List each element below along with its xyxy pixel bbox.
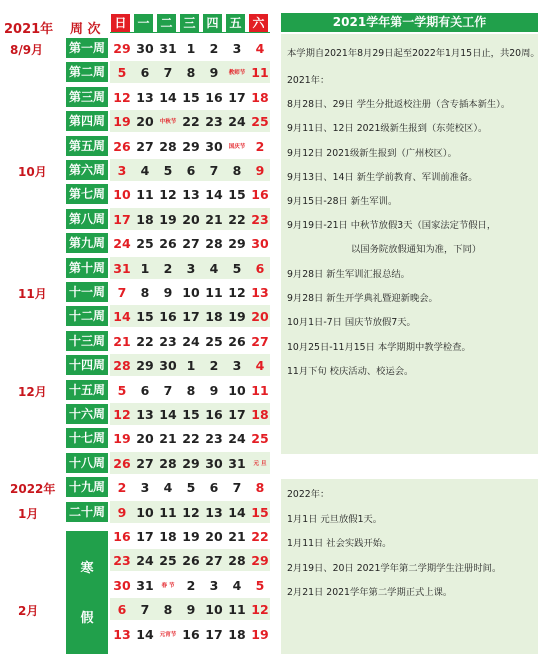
date-cell: 30	[205, 139, 223, 154]
date-cell: 10	[113, 187, 131, 202]
date-cell: 13	[205, 505, 223, 520]
month-label: 8/9月	[10, 43, 44, 57]
date-cell: 2	[117, 480, 127, 495]
date-cell: 春 节	[161, 583, 175, 589]
date-cell: 24	[182, 334, 200, 349]
date-cell: 30	[159, 358, 177, 373]
week-label: 第一周	[66, 38, 108, 58]
date-cell: 31	[113, 261, 131, 276]
week-label: 十八周	[66, 453, 108, 473]
week-column-header: 周 次	[70, 22, 101, 37]
date-cell: 19	[113, 114, 131, 129]
date-cell: 19	[251, 627, 269, 642]
note-item: 2月19日、20日 2021学年第二学期学生注册时间。	[287, 563, 502, 574]
date-cell: 16	[113, 529, 131, 544]
week-label: 第五周	[66, 136, 108, 156]
date-cell: 18	[136, 212, 154, 227]
date-cell: 2	[186, 578, 196, 593]
date-cell: 12	[113, 407, 131, 422]
date-cell: 6	[209, 480, 219, 495]
date-cell: 21	[228, 529, 246, 544]
winter-char-1: 寒	[80, 561, 94, 576]
date-cell: 11	[251, 65, 269, 80]
date-cell: 31	[228, 456, 246, 471]
note-item: 10月25日-11月15日 本学期期中教学检查。	[287, 342, 471, 353]
date-cell: 18	[251, 407, 269, 422]
date-cell: 27	[251, 334, 269, 349]
date-cell: 27	[136, 456, 154, 471]
note-item: 9月19日-21日 中秋节放假3天（国家法定节假日，	[287, 220, 497, 231]
date-cell: 27	[205, 553, 223, 568]
date-cell: 30	[205, 456, 223, 471]
date-cell: 8	[255, 480, 265, 495]
day-header-sun: 日	[111, 14, 130, 32]
date-cell: 9	[186, 602, 196, 617]
week-label: 十二周	[66, 306, 108, 326]
date-cell: 14	[113, 309, 131, 324]
date-cell: 13	[113, 627, 131, 642]
date-cell: 15	[228, 187, 246, 202]
winter-vacation-label	[66, 531, 108, 654]
date-cell: 12	[113, 90, 131, 105]
week-label: 十九周	[66, 477, 108, 497]
note-item: 9月28日 新生开学典礼暨迎新晚会。	[287, 293, 438, 304]
note-item: 8月28日、29日 学生分批返校注册（含专插本新生）。	[287, 99, 511, 110]
date-cell: 22	[228, 212, 246, 227]
day-header-wed: 三	[180, 14, 199, 32]
date-cell: 12	[251, 602, 269, 617]
date-cell: 22	[251, 529, 269, 544]
week-label: 第三周	[66, 87, 108, 107]
date-cell: 20	[136, 431, 154, 446]
date-cell: 16	[182, 627, 200, 642]
date-cell: 31	[159, 41, 177, 56]
date-cell: 6	[140, 65, 150, 80]
date-cell: 19	[228, 309, 246, 324]
date-cell: 16	[159, 309, 177, 324]
date-cell: 23	[113, 553, 131, 568]
date-cell: 25	[205, 334, 223, 349]
date-cell: 26	[182, 553, 200, 568]
header-divider	[110, 32, 270, 33]
date-cell: 14	[205, 187, 223, 202]
week-label: 第二周	[66, 62, 108, 82]
date-cell: 9	[163, 285, 173, 300]
date-cell: 9	[209, 65, 219, 80]
note-item: 11月下旬 校庆活动、校运会。	[287, 366, 414, 377]
date-cell: 中秋节	[159, 119, 177, 125]
date-cell: 2	[209, 358, 219, 373]
month-label: 2022年	[10, 482, 56, 496]
date-cell: 11	[251, 383, 269, 398]
date-cell: 国庆节	[228, 144, 246, 150]
week-label: 第六周	[66, 160, 108, 180]
date-cell: 24	[113, 236, 131, 251]
date-cell: 23	[205, 431, 223, 446]
date-cell: 教师节	[228, 70, 246, 76]
date-cell: 12	[228, 285, 246, 300]
week-label: 十五周	[66, 380, 108, 400]
date-cell: 5	[163, 163, 173, 178]
date-cell: 15	[182, 90, 200, 105]
date-cell: 5	[117, 383, 127, 398]
date-cell: 14	[159, 407, 177, 422]
date-cell: 21	[159, 431, 177, 446]
date-cell: 28	[228, 553, 246, 568]
date-cell: 13	[251, 285, 269, 300]
date-cell: 4	[140, 163, 150, 178]
date-cell: 9	[255, 163, 265, 178]
date-cell: 29	[136, 358, 154, 373]
date-cell: 16	[205, 90, 223, 105]
date-cell: 17	[228, 90, 246, 105]
note-item: 9月12日 2021级新生报到（广州校区）。	[287, 148, 457, 159]
date-cell: 13	[136, 90, 154, 105]
day-header-mon: 一	[134, 14, 153, 32]
date-cell: 5	[186, 480, 196, 495]
note-item: 2022年：	[287, 489, 330, 500]
day-header-thu: 四	[203, 14, 222, 32]
date-cell: 6	[255, 261, 265, 276]
date-cell: 24	[136, 553, 154, 568]
date-cell: 18	[228, 627, 246, 642]
date-cell: 8	[232, 163, 242, 178]
date-cell: 21	[205, 212, 223, 227]
date-cell: 11	[228, 602, 246, 617]
week-label: 十一周	[66, 282, 108, 302]
week-label: 第十周	[66, 258, 108, 278]
date-cell: 10	[136, 505, 154, 520]
date-cell: 26	[113, 456, 131, 471]
panel-title: 2021学年第一学期有关工作	[281, 13, 538, 32]
date-cell: 13	[182, 187, 200, 202]
date-cell: 12	[182, 505, 200, 520]
date-cell: 7	[163, 383, 173, 398]
date-cell: 3	[140, 480, 150, 495]
date-cell: 4	[163, 480, 173, 495]
date-cell: 6	[140, 383, 150, 398]
note-item: 2月21日 2021学年第二学期正式上课。	[287, 587, 453, 598]
week-label: 十四周	[66, 355, 108, 375]
date-cell: 10	[182, 285, 200, 300]
date-cell: 15	[251, 505, 269, 520]
month-label: 2月	[18, 604, 39, 618]
week-label: 第七周	[66, 184, 108, 204]
note-item: 2021年：	[287, 75, 330, 86]
date-cell: 17	[113, 212, 131, 227]
date-cell: 10	[228, 383, 246, 398]
date-cell: 30	[136, 41, 154, 56]
date-cell: 11	[136, 187, 154, 202]
date-cell: 5	[117, 65, 127, 80]
date-cell: 15	[136, 309, 154, 324]
month-label: 1月	[18, 507, 39, 521]
date-cell: 26	[159, 236, 177, 251]
date-cell: 31	[136, 578, 154, 593]
date-cell: 17	[205, 627, 223, 642]
date-cell: 6	[117, 602, 127, 617]
date-cell: 27	[136, 139, 154, 154]
date-cell: 22	[182, 114, 200, 129]
date-cell: 6	[186, 163, 196, 178]
day-header-fri: 五	[226, 14, 245, 32]
note-item: 1月11日 社会实践开始。	[287, 538, 392, 549]
date-cell: 2	[209, 41, 219, 56]
date-cell: 29	[182, 139, 200, 154]
date-cell: 13	[136, 407, 154, 422]
date-cell: 2	[255, 139, 265, 154]
date-cell: 19	[113, 431, 131, 446]
date-cell: 12	[159, 187, 177, 202]
date-cell: 元 旦	[253, 461, 267, 467]
note-item: 本学期自2021年8月29日起至2022年1月15日止，共20周。	[287, 48, 540, 59]
date-cell: 29	[182, 456, 200, 471]
date-cell: 20	[136, 114, 154, 129]
date-cell: 18	[205, 309, 223, 324]
date-cell: 24	[228, 431, 246, 446]
date-cell: 20	[251, 309, 269, 324]
date-cell: 23	[205, 114, 223, 129]
date-cell: 8	[163, 602, 173, 617]
date-cell: 7	[209, 163, 219, 178]
date-cell: 9	[117, 505, 127, 520]
date-cell: 4	[255, 358, 265, 373]
date-cell: 26	[113, 139, 131, 154]
date-cell: 25	[251, 114, 269, 129]
week-label: 第九周	[66, 233, 108, 253]
month-label: 12月	[18, 385, 47, 399]
date-cell: 28	[159, 456, 177, 471]
note-item: 以国务院放假通知为准，下同）	[351, 244, 482, 255]
date-cell: 29	[228, 236, 246, 251]
date-cell: 5	[232, 261, 242, 276]
date-cell: 20	[182, 212, 200, 227]
date-cell: 25	[136, 236, 154, 251]
week-label: 十六周	[66, 404, 108, 424]
date-cell: 16	[205, 407, 223, 422]
date-cell: 19	[159, 212, 177, 227]
day-header-sat: 六	[249, 14, 268, 32]
date-cell: 30	[251, 236, 269, 251]
date-cell: 14	[136, 627, 154, 642]
date-cell: 29	[113, 41, 131, 56]
week-label: 第四周	[66, 111, 108, 131]
date-cell: 28	[113, 358, 131, 373]
date-cell: 15	[182, 407, 200, 422]
date-cell: 4	[232, 578, 242, 593]
week-label: 十七周	[66, 428, 108, 448]
date-cell: 17	[136, 529, 154, 544]
note-item: 9月13日、14日 新生学前教育、军训前准备。	[287, 172, 478, 183]
date-cell: 8	[186, 65, 196, 80]
month-label: 11月	[18, 287, 47, 301]
date-cell: 29	[251, 553, 269, 568]
date-cell: 10	[205, 602, 223, 617]
date-cell: 30	[113, 578, 131, 593]
date-cell: 19	[182, 529, 200, 544]
date-cell: 11	[159, 505, 177, 520]
note-item: 9月15日-28日 新生军训。	[287, 196, 398, 207]
date-cell: 元宵节	[159, 632, 177, 638]
day-header-tue: 二	[157, 14, 176, 32]
date-cell: 4	[209, 261, 219, 276]
date-cell: 5	[255, 578, 265, 593]
week-label: 第八周	[66, 209, 108, 229]
date-cell: 28	[205, 236, 223, 251]
year-column-header: 2021年	[4, 22, 54, 37]
date-cell: 24	[228, 114, 246, 129]
date-cell: 14	[159, 90, 177, 105]
date-cell: 7	[163, 65, 173, 80]
date-cell: 23	[251, 212, 269, 227]
date-cell: 2	[163, 261, 173, 276]
month-label: 10月	[18, 165, 47, 179]
date-cell: 26	[228, 334, 246, 349]
note-item: 1月1日 元旦放假1天。	[287, 514, 383, 525]
date-cell: 8	[186, 383, 196, 398]
date-cell: 3	[232, 358, 242, 373]
date-cell: 7	[140, 602, 150, 617]
week-label: 十三周	[66, 331, 108, 351]
date-cell: 14	[228, 505, 246, 520]
date-cell: 25	[159, 553, 177, 568]
date-cell: 25	[251, 431, 269, 446]
date-cell: 23	[159, 334, 177, 349]
date-cell: 22	[136, 334, 154, 349]
winter-char-2: 假	[80, 611, 94, 626]
date-cell: 1	[140, 261, 150, 276]
date-cell: 18	[159, 529, 177, 544]
note-item: 9月28日 新生军训汇报总结。	[287, 269, 410, 280]
date-cell: 20	[205, 529, 223, 544]
date-cell: 1	[186, 358, 196, 373]
date-cell: 18	[251, 90, 269, 105]
date-cell: 3	[186, 261, 196, 276]
date-cell: 3	[232, 41, 242, 56]
date-cell: 17	[182, 309, 200, 324]
date-cell: 3	[209, 578, 219, 593]
date-cell: 27	[182, 236, 200, 251]
note-item: 10月1日-7日 国庆节放假7天。	[287, 317, 416, 328]
date-cell: 17	[228, 407, 246, 422]
date-cell: 21	[113, 334, 131, 349]
date-cell: 8	[140, 285, 150, 300]
date-cell: 3	[117, 163, 127, 178]
date-cell: 9	[209, 383, 219, 398]
date-cell: 11	[205, 285, 223, 300]
date-cell: 7	[232, 480, 242, 495]
date-cell: 4	[255, 41, 265, 56]
date-cell: 28	[159, 139, 177, 154]
note-item: 9月11日、12日 2021级新生报到（东莞校区）。	[287, 123, 488, 134]
week-label: 二十周	[66, 502, 108, 522]
date-cell: 1	[186, 41, 196, 56]
date-cell: 22	[182, 431, 200, 446]
date-cell: 16	[251, 187, 269, 202]
date-cell: 7	[117, 285, 127, 300]
